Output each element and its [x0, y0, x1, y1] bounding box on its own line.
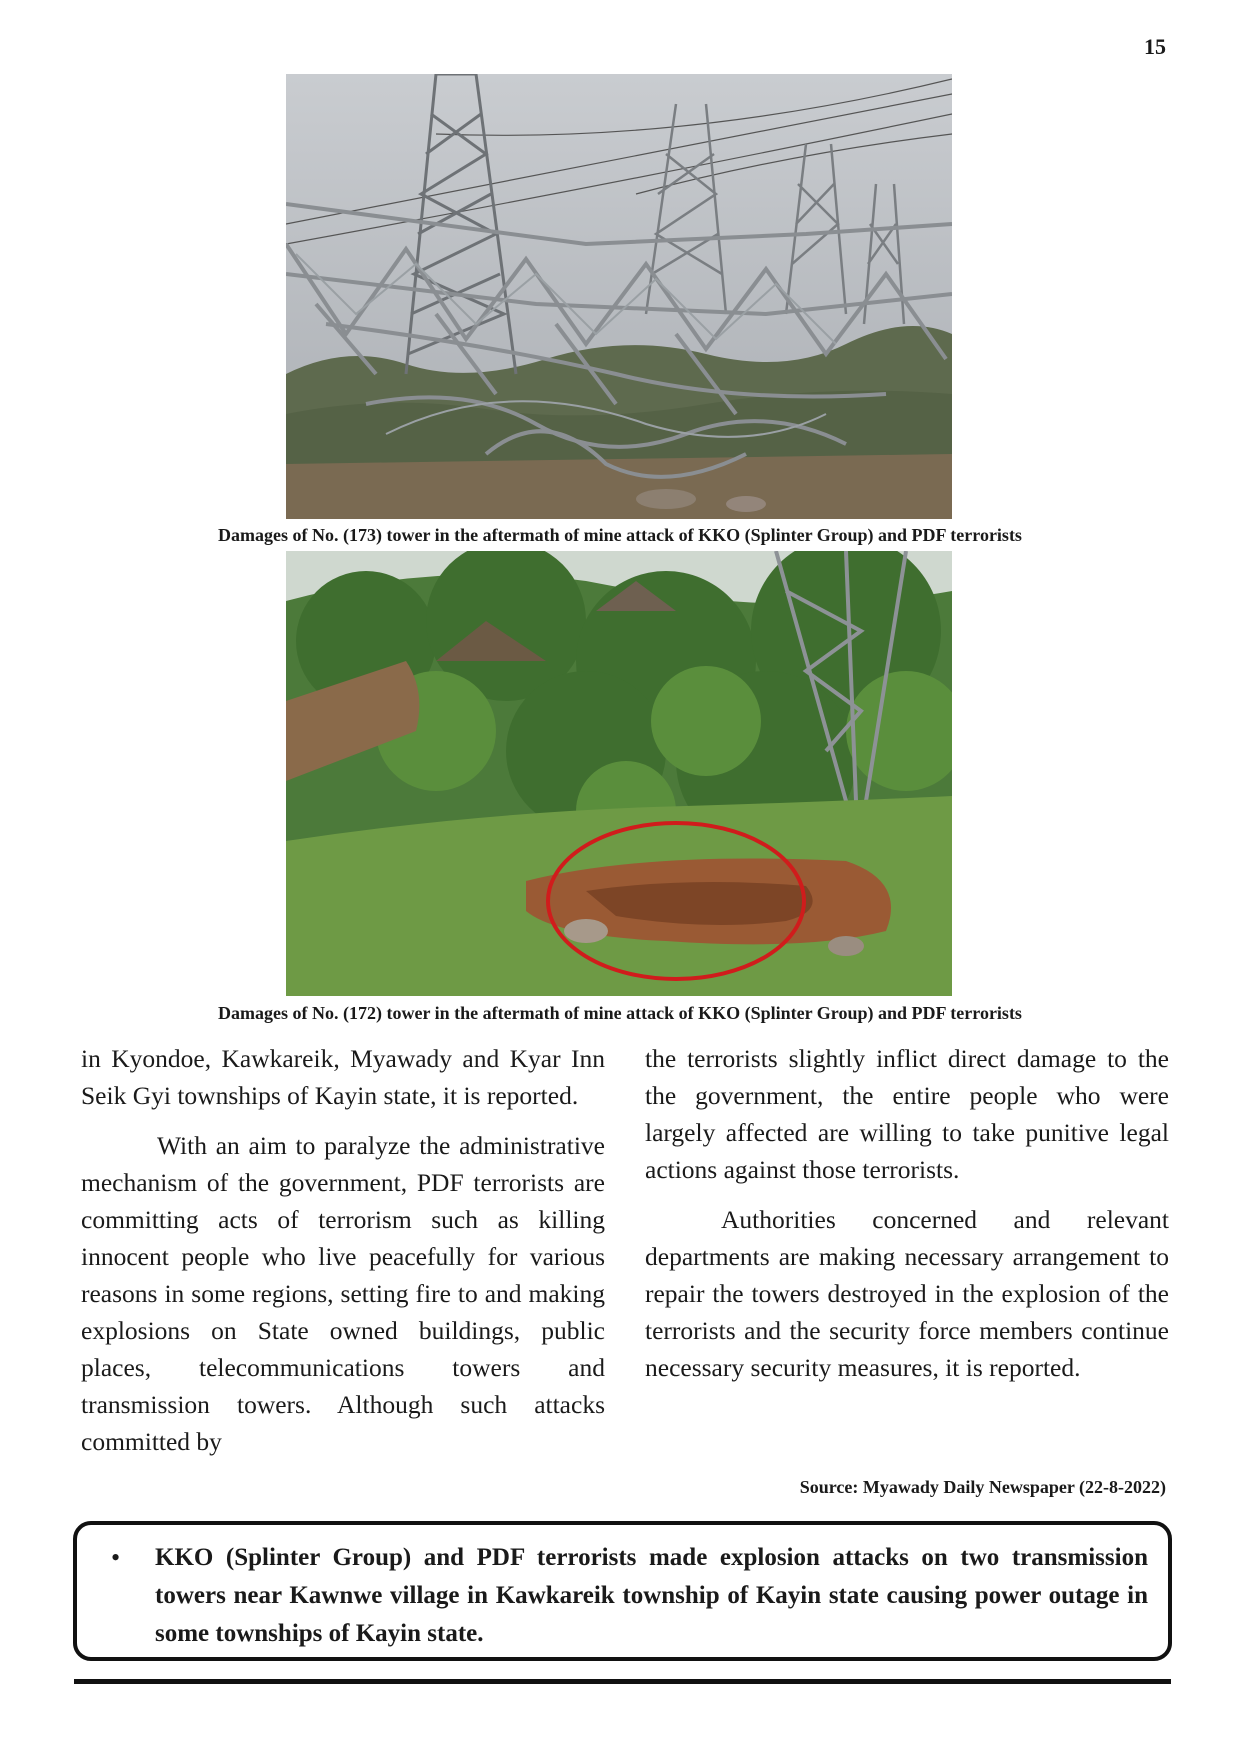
collapsed-tower-photo	[286, 74, 952, 519]
bottom-divider	[74, 1679, 1171, 1684]
article-paragraph: in Kyondoe, Kawkareik, Myawady and Kyar Inn Seik Gyi townships of Kayin state, it is reported.	[81, 1044, 605, 1110]
crater-photo	[286, 551, 952, 996]
article-right-column	[645, 1040, 1169, 1399]
bullet-icon: •	[111, 1543, 121, 1572]
article-paragraph: the terrorists slightly inflict direct damage to the the government, the entire people who were largely affected are willing to take punitive legal actions against those terrorists.	[645, 1044, 1169, 1184]
source-citation: Source: Myawady Daily Newspaper (22-8-2022)	[799, 1477, 1166, 1497]
figure-caption: Damages of No. (173) tower in the aftermath of mine attack of KKO (Splinter Group) and PDF terrorists	[218, 525, 1022, 545]
page-number: 15	[1144, 34, 1166, 59]
article-paragraph: Authorities concerned and relevant departments are making necessary arrangement to repair the towers destroyed in the explosion of the terrorists and the security force members continue necessary security measures, it is reported.	[645, 1205, 1169, 1382]
article-left-column	[81, 1040, 605, 1473]
headline-text: KKO (Splinter Group) and PDF terrorists made explosion attacks on two transmission towers near Kawnwe village in Kawkareik township of Kayin state causing power outage in some townships of Kayin state.	[155, 1544, 1148, 1647]
headline-box	[73, 1521, 1172, 1661]
article-paragraph: With an aim to paralyze the administrative mechanism of the government, PDF terrorists are committing acts of terrorism such as killing innocent people who live peacefully for various reasons in some regions, setting fire to and making explosions on State owned buildings, public places, telecommunications towers and transmission towers. Although such attacks committed by	[81, 1131, 605, 1456]
figure-caption: Damages of No. (172) tower in the aftermath of mine attack of KKO (Splinter Group) and PDF terrorists	[218, 1003, 1022, 1023]
